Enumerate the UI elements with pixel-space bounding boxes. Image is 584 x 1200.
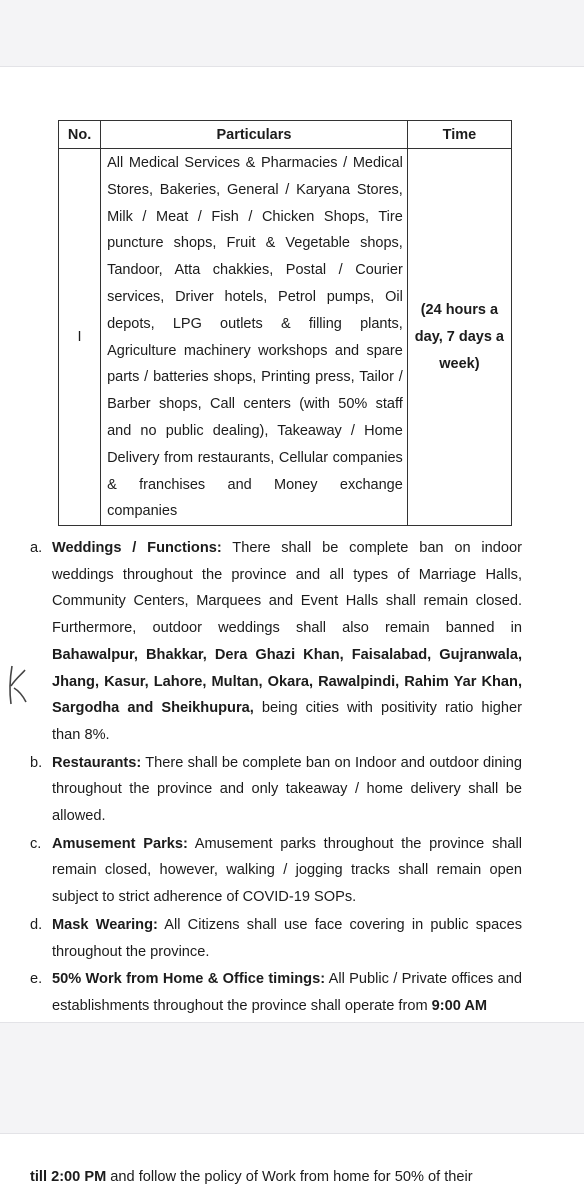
office-start-time: 9:00 AM <box>431 997 488 1014</box>
row-number: I <box>59 149 101 526</box>
next-page-text <box>30 1164 530 1190</box>
previous-page-edge <box>0 0 584 67</box>
point-marker: d. <box>30 916 43 933</box>
points-list <box>30 535 522 1020</box>
point-text: There shall be complete ban on indoor weddings throughout the province and all types of Marriage Halls, Community Centers, Marquees and Event Halls shall remain closed. Furthermore, outdoor weddings shall also remain banned in <box>52 540 522 637</box>
list-item <box>30 535 522 749</box>
header-time: Time <box>407 121 511 149</box>
particulars-table <box>58 120 512 526</box>
office-end-time: till 2:00 PM <box>30 1169 107 1185</box>
table-header-row <box>59 121 512 149</box>
list-item <box>30 750 522 830</box>
header-particulars: Particulars <box>101 121 408 149</box>
list-item <box>30 831 522 911</box>
point-heading: Mask Wearing: <box>52 916 158 933</box>
header-no: No. <box>59 121 101 149</box>
point-text-end: being cities with positivity ratio higher than 8%. <box>52 700 522 743</box>
point-marker: e. <box>30 971 43 988</box>
point-marker: b. <box>30 754 43 771</box>
list-item <box>30 912 522 965</box>
point-text: There shall be complete ban on Indoor and outdoor dining throughout the province and only takeaway / home delivery shall be allowed. <box>52 754 522 825</box>
list-item <box>30 966 522 1019</box>
continuation-text: and follow the policy of Work from home for 50% of their <box>106 1169 473 1185</box>
point-text: Amusement parks throughout the province shall remain closed, however, walking / jogging tracks shall remain open subject to strict adherence of COVID-19 SOPs. <box>52 835 522 906</box>
point-heading: Weddings / Functions: <box>52 540 222 556</box>
row-time: (24 hours a day, 7 days a week) <box>407 149 511 526</box>
point-heading: 50% Work from Home & Office timings: <box>52 971 326 988</box>
point-marker: a. <box>30 540 43 556</box>
row-particulars: All Medical Services & Pharmacies / Medical Stores, Bakeries, General / Karyana Stores, Milk / Meat / Fish / Chicken Shops, Tire puncture shops, Fruit & Vegetable shops, Tandoor, Atta chakkies, Postal / Courier services, Driver hotels, Petrol pumps, Oil depots, LPG outlets & filling plants, Agriculture machinery workshops and spare parts / batteries shops, Printing press, Tailor / Barber shops, Call centers (with 50% staff and no public dealing), Takeaway / Home Delivery from restaurants, Cellular companies & franchises and Money exchange companies <box>101 149 408 526</box>
page-break <box>0 1022 584 1134</box>
point-marker: c. <box>30 835 42 852</box>
point-heading: Amusement Parks: <box>52 835 188 852</box>
point-text: All Citizens shall use face covering in public spaces throughout the province. <box>52 916 522 960</box>
point-heading: Restaurants: <box>52 754 142 771</box>
table-row <box>59 149 512 526</box>
point-text: All Public / Private offices and establishments throughout the province shall operate from <box>52 971 522 1014</box>
signature-mark <box>6 660 32 710</box>
banned-cities: Bahawalpur, Bhakkar, Dera Ghazi Khan, Faisalabad, Gujranwala, Jhang, Kasur, Lahore, Multan, Okara, Rawalpindi, Rahim Yar Khan, Sargodha and Sheikhupura, <box>52 646 522 717</box>
